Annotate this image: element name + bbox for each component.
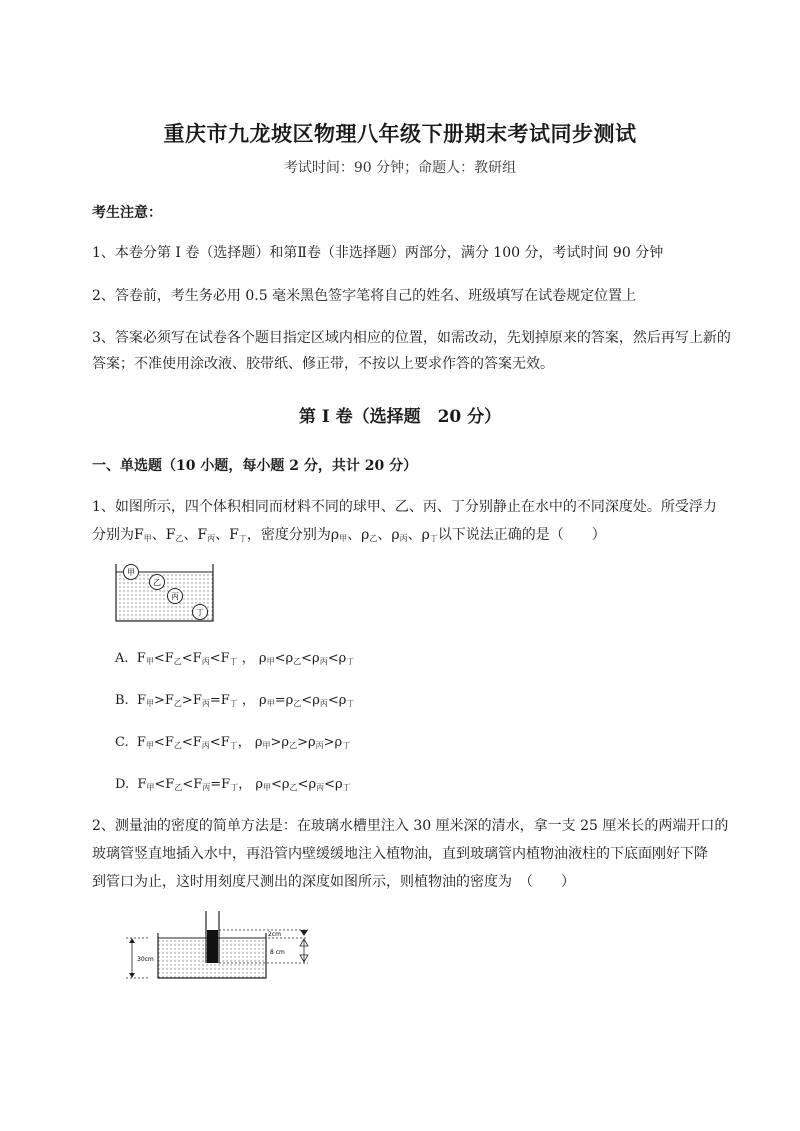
page-subtitle: 考试时间：90 分钟；命题人：教研组 — [283, 160, 517, 176]
svg-text:30cm: 30cm — [137, 956, 154, 963]
question-1-option-b[interactable]: B. $F_甲>F_乙>F_丙=F_丁$ ， $\rho_甲=\rho_乙<\rho_丙<\rho_丁$ — [115, 693, 355, 708]
notice-item-3: 3、答案必须写在试卷各个题目指定区域内相应的位置，如需改动，先划掉原来的答案，然后再写上新的答案；不准使用涂改液、胶带纸、修正带，不按以上要求作答的答案无效。 — [92, 330, 731, 372]
depth-marker-left — [126, 938, 154, 978]
svg-text:8 cm: 8 cm — [270, 949, 285, 956]
ball-ding — [193, 605, 208, 620]
svg-text:乙: 乙 — [153, 578, 161, 587]
ball-jia — [124, 565, 139, 580]
svg-text:丁: 丁 — [196, 608, 204, 617]
svg-text:丙: 丙 — [171, 592, 179, 601]
question-1-option-d[interactable]: D. $F_甲<F_乙<F_丙=F_丁$， $\rho_甲<\rho_乙<\rho_丙<\rho_丁$ — [115, 777, 351, 792]
page-title: 重庆市九龙坡区物理八年级下册期末考试同步测试 — [163, 121, 637, 146]
question-2-stem — [92, 812, 752, 896]
notice-heading: 考生注意： — [92, 205, 162, 221]
question-2-line-1: 2、测量油的密度的简单方法是：在玻璃水槽里注入 30 厘米深的清水，拿一支 25 厘米长的两端开口的 — [92, 818, 729, 834]
ball-bing — [168, 589, 183, 604]
question-2-line-2: 玻璃管竖直地插入水中，再沿管内壁缓缓地注入植物油，直到玻璃管内植物油液柱的下底面刚好下降 — [92, 846, 708, 862]
notice-item-2: 2、答卷前，考生务必用 0.5 毫米黑色签字笔将自己的姓名、班级填写在试卷规定位置上 — [92, 288, 637, 304]
question-1-line-1: 1、如图所示，四个体积相同而材料不同的球甲、乙、丙、丁分别静止在水中的不同深度处。所受浮力 — [92, 499, 717, 515]
question-1-option-a[interactable]: A. $F_甲<F_乙<F_丙<F_丁$ ， $\rho_甲<\rho_乙<\rho_丙<\rho_丁$ — [115, 651, 355, 666]
ball-yi — [150, 575, 165, 590]
question-1-figure — [115, 562, 215, 622]
question-1-line-2: 分别为$F_甲$、$F_乙$、$F_丙$、$F_丁$，密度分别为$\rho_甲$、$\rho_乙$、$\rho_丙$、$\rho_丁$以下说法正确的是（ ） — [92, 527, 606, 543]
notice-item-1: 1、本卷分第 I 卷（选择题）和第Ⅱ卷（非选择题）两部分，满分 100 分，考试时间 90 分钟 — [92, 245, 664, 261]
question-2-line-3: 到管口为止，这时用刻度尺测出的深度如图所示，则植物油的密度为 （ ） — [92, 874, 575, 890]
question-2-figure — [118, 908, 328, 983]
part-heading: 一、单选题（10 小题，每小题 2 分，共计 20 分） — [92, 458, 418, 474]
section-title: 第 I 卷（选择题 20 分） — [298, 407, 502, 427]
svg-text:2cm: 2cm — [268, 931, 281, 938]
question-1-stem — [92, 493, 752, 553]
question-1-option-c[interactable]: C. $F_甲<F_乙<F_丙<F_丁$， $\rho_甲>\rho_乙>\rho_丙>\rho_丁$ — [115, 735, 351, 750]
svg-text:甲: 甲 — [127, 568, 135, 577]
glass-tube — [206, 911, 219, 963]
